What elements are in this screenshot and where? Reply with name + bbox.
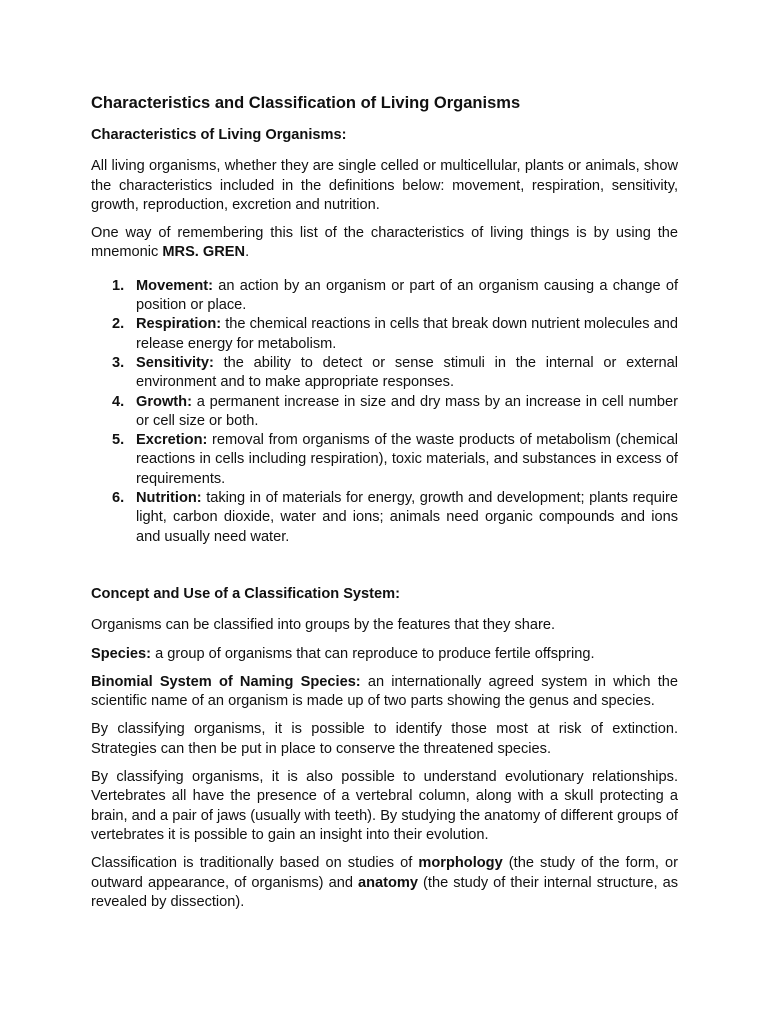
item-number: 6. xyxy=(112,490,125,507)
species-term: Species: xyxy=(91,645,152,662)
mnemonic-text: One way of remembering this list of the characteristics of living things is by using the mnemonic xyxy=(91,225,678,261)
section-heading-characteristics: Characteristics of Living Organisms: xyxy=(91,127,347,143)
item-term: Excretion: xyxy=(136,432,208,449)
item-term: Sensitivity: xyxy=(136,354,214,371)
final-text-b: (the study of the form, or outward appearance, of organisms) and xyxy=(91,855,678,891)
item-number: 1. xyxy=(112,277,125,294)
species-definition xyxy=(91,645,678,664)
list-item xyxy=(112,315,678,354)
mnemonic-paragraph xyxy=(91,224,678,263)
list-item xyxy=(112,489,678,547)
item-definition: the ability to detect or sense stimuli in the internal or external environment and to make appropriate responses. xyxy=(136,354,678,391)
list-item xyxy=(112,431,678,489)
item-term: Respiration: xyxy=(136,316,222,333)
item-definition: a permanent increase in size and dry mass by an increase in cell number or cell size or both. xyxy=(136,393,678,429)
list-item xyxy=(112,393,678,432)
item-term: Growth: xyxy=(136,393,192,410)
item-definition: an action by an organism or part of an organism causing a change of position or place. xyxy=(136,277,678,314)
mnemonic-term: MRS. GREN xyxy=(162,244,246,261)
section-heading-classification: Concept and Use of a Classification System: xyxy=(91,585,400,602)
final-text-c: (the study of their internal structure, as revealed by dissection). xyxy=(91,874,678,910)
list-item xyxy=(112,277,678,316)
item-definition: removal from organisms of the waste products of metabolism (chemical reactions in cells including respiration), toxic materials, and substances in excess of requirements. xyxy=(136,432,678,487)
item-definition: taking in of materials for energy, growth and development; plants require light, carbon dioxide, water and ions; animals need organic compounds and ions and usually need water. xyxy=(136,490,678,545)
final-paragraph xyxy=(91,854,678,912)
classification-paragraph: Organisms can be classified into groups by the features that they share. xyxy=(91,617,556,634)
item-definition: the chemical reactions in cells that break down nutrient molecules and release energy for metabolism. xyxy=(136,316,678,352)
item-term: Movement: xyxy=(136,277,214,294)
morphology-term: morphology xyxy=(418,855,503,872)
item-number: 4. xyxy=(112,393,125,410)
item-number: 3. xyxy=(112,354,125,371)
intro-paragraph: All living organisms, whether they are single celled or multicellular, plants or animals, show the characteristics included in the definitions below: movement, respiration, sensitivity, growth, reproduction, excretion and nutrition. xyxy=(91,158,678,213)
anatomy-term: anatomy xyxy=(357,874,418,891)
item-number: 2. xyxy=(112,316,125,333)
extinction-paragraph: By classifying organisms, it is possible to identify those most at risk of extinction. Strategies can then be put in place to conserve the threatened species. xyxy=(91,721,678,757)
item-term: Nutrition: xyxy=(136,490,202,507)
document-title: Characteristics and Classification of Living Organisms xyxy=(91,94,521,112)
item-number: 5. xyxy=(112,432,125,449)
binomial-term: Binomial System of Naming Species: xyxy=(91,673,361,690)
mnemonic-end: . xyxy=(245,244,250,261)
species-text: a group of organisms that can reproduce to produce fertile offspring. xyxy=(151,645,595,662)
evolution-paragraph: By classifying organisms, it is also possible to understand evolutionary relationships. Vertebrates all have the presence of a vertebral column, along with a skull protecting a brain, and a pair of jaws (usually with teeth). By studying the anatomy of different groups of vertebrates it is possible to gain an insight into their evolution. xyxy=(91,769,678,843)
list-item xyxy=(112,354,678,393)
binomial-definition xyxy=(91,673,678,712)
characteristics-list xyxy=(91,277,678,547)
binomial-text: an internationally agreed system in which the scientific name of an organism is made up of two parts showing the genus and species. xyxy=(91,673,678,710)
final-text-a: Classification is traditionally based on studies of xyxy=(91,855,419,872)
